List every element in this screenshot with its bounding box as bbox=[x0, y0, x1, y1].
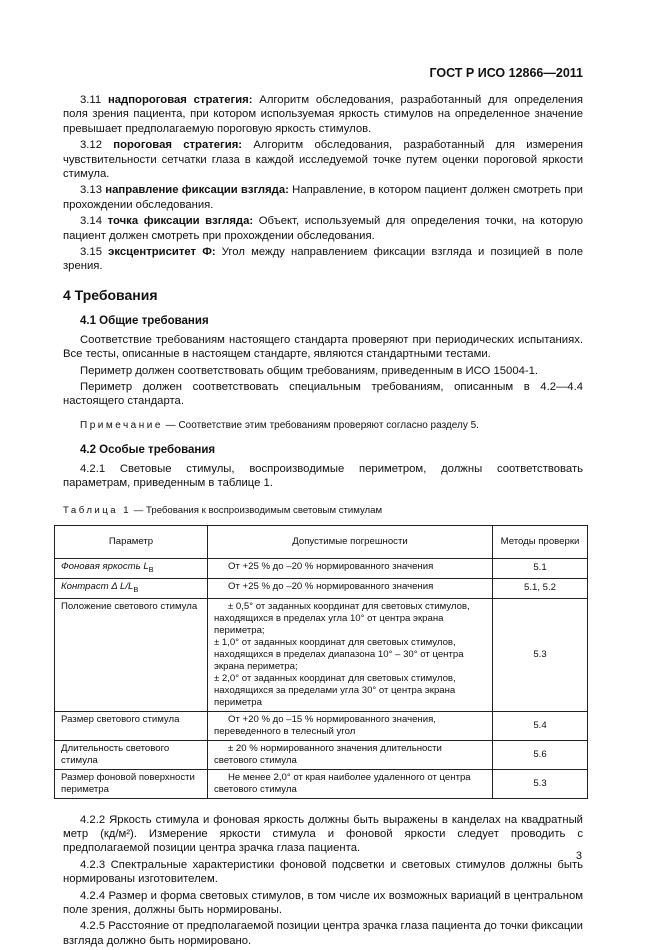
definition-term: эксцентриситет Ф: bbox=[108, 246, 216, 259]
param-subscript: B bbox=[148, 564, 154, 574]
method-cell: 5.1 bbox=[493, 558, 588, 578]
method-cell: 5.3 bbox=[493, 598, 588, 711]
subsection-heading: 4.1 Общие требования bbox=[80, 315, 209, 328]
definition-item bbox=[63, 245, 583, 274]
param-cell: Размер фоновой поверхности периметра bbox=[55, 769, 208, 798]
column-header: Параметр bbox=[55, 525, 208, 558]
param-text: Контраст Δ L/L bbox=[61, 580, 134, 592]
paragraph: Периметр должен соответствовать общим требованиям, приведенным в ИСО 15004-1. bbox=[80, 364, 539, 377]
definition-number: 3.13 bbox=[80, 184, 102, 197]
param-subscript: B bbox=[133, 584, 139, 594]
table-row bbox=[55, 578, 588, 598]
tolerance-cell: ± 0,5° от заданных координат для световых стимулов, находящихся в пределах угла 10° от центра экрана периметра; ± 1,0° от заданных координат для световых стимулов, находящихся в пределах диапазона 10° – 30° от центра экрана периметра; ± 2,0° от заданных координат для световых стимулов, находящихся за пределами угла 30° от центра экрана периметра bbox=[208, 598, 493, 711]
table-row bbox=[55, 740, 588, 769]
param-cell bbox=[55, 578, 208, 598]
requirements-table bbox=[54, 525, 588, 799]
method-cell: 5.6 bbox=[493, 740, 588, 769]
post-table-paragraphs bbox=[63, 813, 583, 949]
tolerance-cell: Не менее 2,0° от края наиболее удаленного от центра светового стимула bbox=[208, 769, 493, 798]
tolerance-cell: ± 20 % нормированного значения длительности светового стимула bbox=[208, 740, 493, 769]
section-heading: 4 Требования bbox=[63, 286, 158, 303]
definition-term: надпороговая стратегия: bbox=[107, 94, 253, 106]
definition-text: Направление, в котором пациент должен смотреть при прохождении обследования. bbox=[63, 184, 583, 211]
definition-number: 3.14 bbox=[80, 215, 102, 228]
subsection-heading: 4.2 Особые требования bbox=[80, 444, 216, 457]
definitions-list bbox=[63, 93, 583, 274]
param-cell: Размер светового стимула bbox=[55, 711, 208, 740]
definition-number: 3.15 bbox=[80, 246, 102, 259]
definition-item bbox=[63, 183, 583, 212]
definition-item bbox=[63, 138, 583, 181]
note-label: Примечание bbox=[80, 419, 163, 431]
definition-term: пороговая стратегия: bbox=[113, 139, 243, 152]
definition-item bbox=[63, 214, 583, 243]
definition-item bbox=[63, 93, 583, 136]
table-caption bbox=[63, 504, 583, 518]
paragraph: 4.2.4 Размер и форма световых стимулов, в том числе их возможных вариаций в центральном поле зрения, должны быть нормированы. bbox=[63, 889, 583, 916]
paragraph: Соответствие требованиям настоящего стандарта проверяют при периодических испытаниях. Все тесты, описанные в настоящем стандарте, являются стандартными тестами. bbox=[63, 333, 583, 361]
table-caption-label: Таблица 1 bbox=[63, 505, 132, 517]
tolerance-cell: От +25 % до –20 % нормированного значения bbox=[208, 578, 493, 598]
param-cell: Положение светового стимула bbox=[55, 598, 208, 711]
definition-number: 3.12 bbox=[80, 139, 102, 152]
note bbox=[63, 419, 583, 433]
note-text: — Соответствие этим требованиям проверяют согласно разделу 5. bbox=[162, 419, 479, 431]
paragraph: 4.2.5 Расстояние от предполагаемой позиции центра зрачка глаза пациента до точки фиксации взгляда должно быть нормировано. bbox=[63, 920, 583, 947]
paragraph: 4.2.3 Спектральные характеристики фоновой подсветки и световых стимулов должны быть нормированы изготовителем. bbox=[63, 858, 583, 886]
definition-term: направление фиксации взгляда: bbox=[105, 184, 289, 197]
definition-text: Алгоритм обследования, разработанный для определения поля зрения пациента, при котором используемая яркость стимулов на определенное значение превышает предполагаемую пороговую яркость стимулов. bbox=[63, 94, 584, 135]
definition-number: 3.11 bbox=[80, 94, 102, 106]
param-cell bbox=[55, 558, 208, 578]
document-header: ГОСТ Р ИСО 12866—2011 bbox=[429, 66, 583, 80]
page-content bbox=[63, 93, 583, 950]
param-text: Фоновая яркость L bbox=[61, 560, 149, 572]
paragraph: 4.2.1 Световые стимулы, воспроизводимые периметром, должны соответствовать параметрам, приведенным в таблице 1. bbox=[63, 462, 583, 489]
paragraph: Периметр должен соответствовать специальным требованиям, описанным в 4.2—4.4 настоящего стандарта. bbox=[63, 380, 583, 408]
page-number: 3 bbox=[575, 850, 582, 862]
definition-text: Алгоритм обследования, разработанный для измерения чувствительности сетчатки глаза в каждой исследуемой точке путем оценки пороговой яркости стимула. bbox=[63, 139, 584, 181]
method-cell: 5.3 bbox=[493, 769, 588, 798]
tolerance-cell: От +20 % до –15 % нормированного значения, переведенного в телесный угол bbox=[208, 711, 493, 740]
column-header: Допустимые погрешности bbox=[208, 525, 493, 558]
table-row bbox=[55, 711, 588, 740]
table-row bbox=[55, 598, 588, 711]
table-row bbox=[55, 558, 588, 578]
table-caption-text: — Требования к воспроизводимым световым стимулам bbox=[131, 505, 383, 517]
paragraph: 4.2.2 Яркость стимула и фоновая яркость должны быть выражены в канделах на квадратный метр (кд/м²). Измерение яркости стимула и фоновой яркости следует проводить с предполагаемой позиции центра зрачка глаза пациента. bbox=[63, 813, 583, 855]
definition-text: Угол между направлением фиксации взгляда и позицией в поле зрения. bbox=[63, 246, 583, 273]
tolerance-cell: От +25 % до –20 % нормированного значения bbox=[208, 558, 493, 578]
method-cell: 5.1, 5.2 bbox=[493, 578, 588, 598]
method-cell: 5.4 bbox=[493, 711, 588, 740]
definition-text: Объект, используемый для определения точки, на которую пациент должен смотреть при прохождении обследования. bbox=[63, 215, 584, 242]
param-cell: Длительность светового стимула bbox=[55, 740, 208, 769]
table-row bbox=[55, 769, 588, 798]
definition-term: точка фиксации взгляда: bbox=[107, 215, 254, 228]
table-header-row bbox=[55, 525, 588, 558]
column-header: Методы проверки bbox=[493, 525, 588, 558]
